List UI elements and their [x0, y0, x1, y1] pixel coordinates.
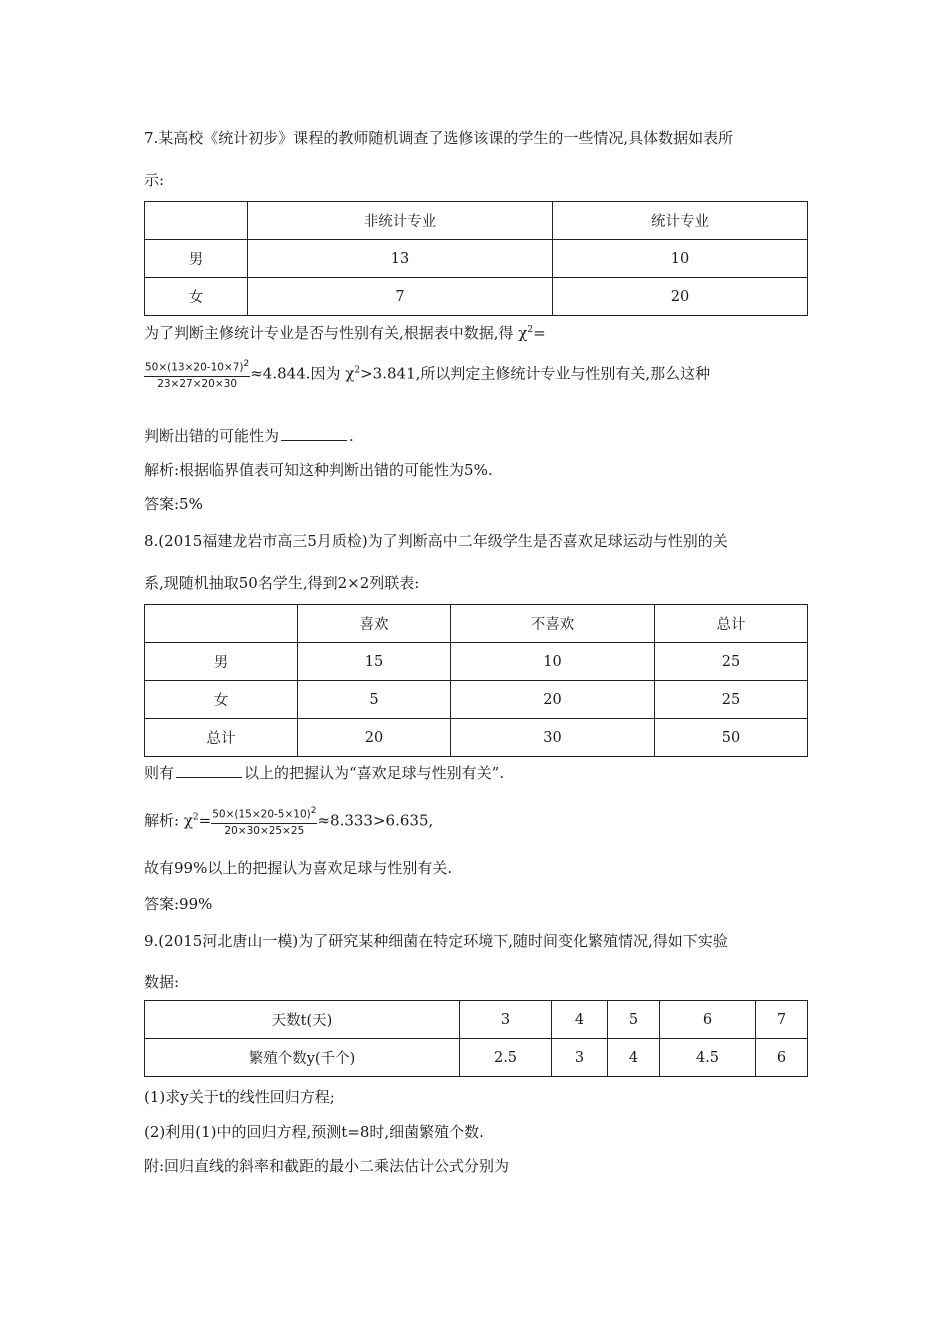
- table-header-cell: 非统计专业: [248, 202, 553, 240]
- q9-part1: (1)求y关于t的线性回归方程;: [144, 1088, 335, 1106]
- table-cell: 25: [655, 643, 808, 681]
- q7-stem-line2: 示:: [144, 171, 165, 189]
- answer-blank: [281, 425, 347, 441]
- q7-text3b: .: [349, 427, 354, 445]
- q8-stem-line2: 系,现随机抽取50名学生,得到2×2列联表:: [144, 574, 420, 592]
- q7-fraction: [144, 358, 250, 391]
- table-row: [145, 605, 808, 643]
- q8-text1a: 则有: [144, 764, 175, 782]
- q8-conclusion: 故有99%以上的把握认为喜欢足球与性别有关.: [144, 859, 453, 877]
- table-cell: 2.5: [460, 1039, 552, 1077]
- table-cell: 10: [553, 240, 808, 278]
- fraction-numerator: [211, 805, 317, 824]
- table-cell: [145, 605, 298, 643]
- table-row: [145, 240, 808, 278]
- table-header-cell: 天数t(天): [145, 1001, 460, 1039]
- q9-note: 附:回归直线的斜率和截距的最小二乘法估计公式分别为: [144, 1157, 510, 1175]
- numerator-text: 50×(13×20-10×7): [145, 361, 244, 374]
- table-cell: 4.5: [660, 1039, 756, 1077]
- q7-text1: [144, 320, 546, 343]
- table-cell: 20: [298, 719, 451, 757]
- table-cell: 10: [451, 643, 655, 681]
- table-cell: 女: [145, 278, 248, 316]
- table-header-cell: 统计专业: [553, 202, 808, 240]
- table-cell: 3: [460, 1001, 552, 1039]
- q7-text2-sup: 2: [354, 365, 361, 376]
- table-cell: 3: [552, 1039, 608, 1077]
- q9-stem-line1: 9.(2015河北唐山一模)为了研究某种细菌在特定环境下,随时间变化繁殖情况,得如下实验: [144, 932, 728, 950]
- table-cell: 20: [451, 681, 655, 719]
- table-cell: 6: [660, 1001, 756, 1039]
- table-header-cell: 繁殖个数y(千个): [145, 1039, 460, 1077]
- q7-text2a: ≈4.844.因为 χ: [250, 364, 355, 383]
- table-cell: 4: [552, 1001, 608, 1039]
- q7-table: [144, 201, 808, 316]
- q7-text1-sup: 2: [527, 325, 534, 335]
- table-header-cell: 不喜欢: [451, 605, 655, 643]
- table-cell: 15: [298, 643, 451, 681]
- q8-stem-line1: 8.(2015福建龙岩市高三5月质检)为了判断高中二年级学生是否喜欢足球运动与性别的关: [144, 532, 728, 550]
- table-header-cell: 喜欢: [298, 605, 451, 643]
- table-cell: 4: [608, 1039, 660, 1077]
- q9-table: [144, 1000, 808, 1077]
- q8-text1b: 以上的把握认为“喜欢足球与性别有关”.: [244, 764, 505, 782]
- table-cell: 7: [756, 1001, 808, 1039]
- answer-blank: [176, 762, 242, 778]
- table-cell: 25: [655, 681, 808, 719]
- table-cell: 20: [553, 278, 808, 316]
- table-cell: 30: [451, 719, 655, 757]
- fraction-denominator: 20×30×25×25: [224, 824, 305, 837]
- table-cell: 13: [248, 240, 553, 278]
- q8-analysis: [144, 805, 433, 838]
- table-row: [145, 643, 808, 681]
- q8-analysis-sup: 2: [192, 812, 199, 823]
- numerator-text: 50×(15×20-5×10): [212, 808, 311, 821]
- q8-analysis-eq: =: [198, 811, 212, 830]
- table-cell: 50: [655, 719, 808, 757]
- table-row: [145, 1001, 808, 1039]
- table-row: [145, 719, 808, 757]
- table-row: [145, 681, 808, 719]
- q7-answer: 答案:5%: [144, 495, 203, 513]
- q7-text2: [144, 358, 710, 391]
- q8-text1: [144, 762, 504, 783]
- q8-analysis-b: ≈8.333>6.635,: [317, 811, 434, 830]
- q7-stem-line1: 7.某高校《统计初步》课程的教师随机调查了选修该课的学生的一些情况,具体数据如表所: [144, 129, 734, 147]
- table-cell: 女: [145, 681, 298, 719]
- table-cell: 总计: [145, 719, 298, 757]
- table-cell: 男: [145, 240, 248, 278]
- table-cell: 5: [298, 681, 451, 719]
- q7-text1-main: 为了判断主修统计专业是否与性别有关,根据表中数据,得 χ: [144, 324, 528, 342]
- table-row: [145, 202, 808, 240]
- q7-text1-end: =: [533, 324, 546, 342]
- table-row: [145, 278, 808, 316]
- q8-table: [144, 604, 808, 757]
- fraction-denominator: 23×27×20×30: [157, 377, 238, 390]
- q7-analysis: 解析:根据临界值表可知这种判断出错的可能性为5%.: [144, 461, 493, 479]
- table-cell: 5: [608, 1001, 660, 1039]
- q8-fraction: [211, 805, 317, 838]
- q8-answer: 答案:99%: [144, 895, 213, 913]
- table-cell: [145, 202, 248, 240]
- q9-stem-line2: 数据:: [144, 973, 180, 991]
- table-header-cell: 总计: [655, 605, 808, 643]
- numerator-sup: 2: [310, 806, 317, 816]
- table-cell: 男: [145, 643, 298, 681]
- table-cell: 7: [248, 278, 553, 316]
- q7-text2b: >3.841,所以判定主修统计专业与性别有关,那么这种: [360, 364, 711, 383]
- q8-analysis-a: 解析: χ: [144, 811, 193, 830]
- numerator-sup: 2: [243, 359, 250, 369]
- fraction-numerator: [144, 358, 250, 377]
- table-row: [145, 1039, 808, 1077]
- q7-text3: [144, 425, 354, 446]
- q7-text3a: 判断出错的可能性为: [144, 427, 280, 445]
- q9-part2: (2)利用(1)中的回归方程,预测t=8时,细菌繁殖个数.: [144, 1123, 484, 1141]
- table-cell: 6: [756, 1039, 808, 1077]
